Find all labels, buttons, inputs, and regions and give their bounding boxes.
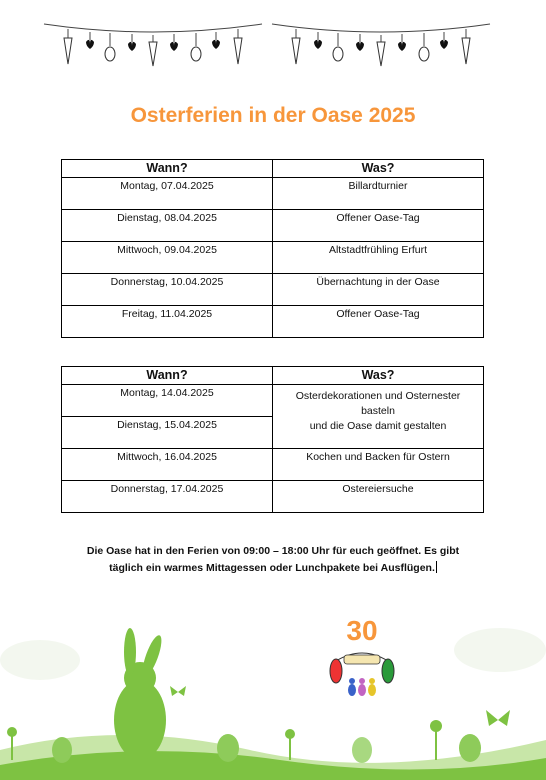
easter-garland-left <box>42 16 264 72</box>
merged-line: Osterdekorationen und Osternester <box>295 390 461 402</box>
easter-garland-right <box>270 16 492 72</box>
heart-icon <box>86 32 94 49</box>
egg-icon <box>52 737 72 763</box>
cell-what: Offener Oase-Tag <box>273 306 484 338</box>
schedule-table-week2 <box>61 366 484 513</box>
table-header-row <box>62 160 484 178</box>
cell-when: Donnerstag, 10.04.2025 <box>62 274 273 306</box>
carrot-icon <box>64 29 72 64</box>
page-title: Osterferien in der Oase 2025 <box>130 104 416 127</box>
opening-hours-text[interactable] <box>40 543 506 577</box>
butterfly-icon <box>170 686 186 696</box>
table-row <box>62 385 484 417</box>
column-header-when: Wann? <box>62 160 273 178</box>
heart-icon <box>212 32 220 49</box>
egg-icon <box>217 734 239 762</box>
bunny-icon <box>114 628 166 760</box>
egg-icon <box>459 734 481 762</box>
heart-icon <box>170 34 178 51</box>
table-row <box>62 178 484 210</box>
cell-when: Donnerstag, 17.04.2025 <box>62 481 273 513</box>
table-header-row <box>62 367 484 385</box>
cell-when: Mittwoch, 16.04.2025 <box>62 449 273 481</box>
cell-when: Dienstag, 15.04.2025 <box>62 417 273 449</box>
table-row <box>62 449 484 481</box>
carrot-icon <box>234 29 242 64</box>
carrot-icon <box>292 29 300 64</box>
egg-icon <box>419 33 429 61</box>
table-row <box>62 481 484 513</box>
table-row <box>62 210 484 242</box>
column-header-what: Was? <box>273 160 484 178</box>
column-header-what: Was? <box>273 367 484 385</box>
butterfly-icon <box>486 710 510 726</box>
carrot-icon <box>149 35 157 66</box>
cell-when: Mittwoch, 09.04.2025 <box>62 242 273 274</box>
heart-icon <box>128 34 136 51</box>
cell-what: Altstadtfrühling Erfurt <box>273 242 484 274</box>
logo-number: 30 <box>346 615 378 646</box>
cell-what: Kochen und Backen für Ostern <box>273 449 484 481</box>
table-row <box>62 242 484 274</box>
egg-icon <box>105 33 115 61</box>
merged-line: basteln <box>361 405 395 417</box>
cell-what: Offener Oase-Tag <box>273 210 484 242</box>
heart-icon <box>398 34 406 51</box>
merged-line: und die Oase damit gestalten <box>309 420 447 432</box>
info-line: Die Oase hat in den Ferien von 09:00 – 18:00 Uhr für euch geöffnet. Es gibt <box>86 545 460 557</box>
cell-what-merged <box>273 385 484 449</box>
cell-when: Freitag, 11.04.2025 <box>62 306 273 338</box>
flower-icon <box>285 729 295 760</box>
cell-when: Montag, 14.04.2025 <box>62 385 273 417</box>
table-row <box>62 274 484 306</box>
egg-icon <box>352 737 372 763</box>
info-line: täglich ein warmes Mittagessen oder Lunchpakete bei Ausflügen. <box>109 562 435 574</box>
cell-when: Montag, 07.04.2025 <box>62 178 273 210</box>
cell-what: Ostereiersuche <box>273 481 484 513</box>
heart-icon <box>314 32 322 49</box>
table-row <box>62 306 484 338</box>
carrot-icon <box>462 29 470 64</box>
egg-icon <box>191 33 201 61</box>
column-header-when: Wann? <box>62 367 273 385</box>
cell-what: Billardturnier <box>273 178 484 210</box>
flower-icon <box>430 720 442 760</box>
heart-icon <box>440 32 448 49</box>
egg-icon <box>333 33 343 61</box>
text-cursor <box>436 561 437 573</box>
cell-when: Dienstag, 08.04.2025 <box>62 210 273 242</box>
schedule-table-week1 <box>61 159 484 338</box>
carrot-icon <box>377 35 385 66</box>
cell-what: Übernachtung in der Oase <box>273 274 484 306</box>
heart-icon <box>356 34 364 51</box>
easter-meadow-scene <box>0 600 546 780</box>
